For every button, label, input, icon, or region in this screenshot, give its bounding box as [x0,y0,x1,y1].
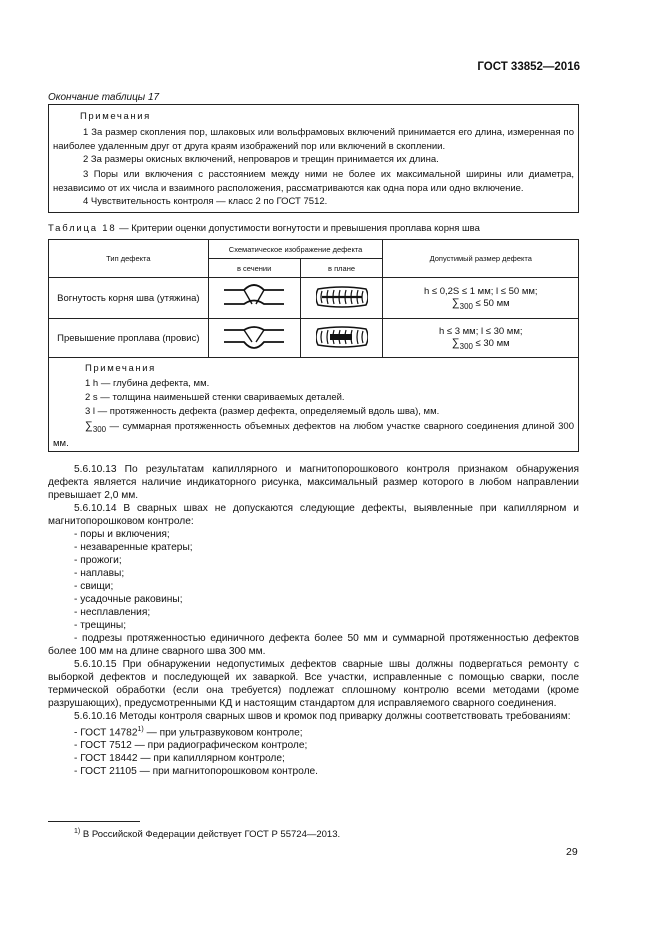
row2-sum-value: ≤ 30 мм [472,337,510,349]
row2-defect-type: Превышение проплава (провис) [49,319,209,358]
list-item: - незаваренные кратеры; [74,542,193,553]
table-row [49,278,579,319]
note4-sum-sign: ∑ [85,420,93,432]
para-5-6-10-13: 5.6.10.13 По результатам капиллярного и магнитопорошкового контроля признаком обнаружения дефекта является наличие индикаторного рисунка, максимальный размер которого в любом направлении превышает 2,0 мм. [48,464,579,501]
table-row [49,319,579,358]
footnote-mark: 1) [74,828,81,835]
excess-penetration-plan-icon [316,326,368,348]
th-schematic: Схематическое изображение дефекта [208,240,383,259]
list-item: - прожоги; [74,555,122,566]
table17-note-3: 3 Поры или включения с расстоянием между ними не более их максимальной ширины или диаметра, независимо от их числа и взаимного расположения, рассматриваются как одна пора или одно включение. [53,169,574,194]
note4-text: — суммарная протяженность объемных дефектов на любом участке сварного соединения длиной 300 мм. [53,421,574,449]
table17-notes-title: Примечания [80,111,151,122]
th-section: в сечении [208,259,300,278]
row2-allowed-line2 [383,337,578,351]
row1-allowed-line2 [383,297,578,311]
excess-penetration-section-icon [222,322,286,352]
table17-note-2: 2 За размеры окисных включений, непроваров и трещин принимается их длина. [83,154,439,165]
table18-caption-label: Таблица 18 [48,223,117,234]
row1-allowed-size [383,278,579,319]
para-5-6-10-14: 5.6.10.14 В сварных швах не допускаются следующие дефекты, выявленные при капиллярном и магнитопорошковом контроле: [48,503,579,527]
footnote-ref: 1) [137,726,144,733]
row1-sum-value: ≤ 50 мм [472,297,510,309]
table18-note-3: 3 l — протяженность дефекта (размер дефекта, определяемый вдоль шва), мм. [85,406,440,417]
th-defect-type: Тип дефекта [49,240,209,278]
list-item [48,723,579,739]
table18-caption-text: — Критерии оценки допустимости вогнутости и превышения проплава корня шва [116,223,480,234]
table18-note-4 [53,419,574,451]
row2-sum-sub: 300 [459,341,473,351]
row2-allowed-line1: h ≤ 3 мм; l ≤ 30 мм; [438,325,523,337]
para-5-6-10-15: 5.6.10.15 При обнаружении недопустимых дефектов сварные швы должны подвергаться ремонту с выборкой дефектов и последующей их заваркой. Все участки, исправленные с помощью сварки, после термической обработки (если она требуется) подлежат сплошному контролю всеми методами (кроме разрушающих), предусмотренными КД и настоящим стандартом для исправляемого сварного соединения. [48,659,579,709]
footnote-divider [48,821,140,822]
row2-section-drawing [208,319,300,358]
row2-sum-sign: ∑ [451,336,460,349]
row1-sum-sub: 300 [459,301,473,311]
table18-note-1: 1 h — глубина дефекта, мм. [85,378,210,389]
para-5-6-10-16: 5.6.10.16 Методы контроля сварных швов и кромок под приварку должны соответствовать требованиям: [74,711,571,722]
list-item: - свищи; [74,581,114,592]
list-item: - усадочные раковины; [74,594,183,605]
table18 [48,239,579,452]
row1-plan-drawing [300,278,383,319]
list-item: - поры и включения; [74,529,170,540]
gost-14782-text: — при ультразвуковом контроле; [143,727,303,739]
gost-14782-label: - ГОСТ 14782 [74,727,138,739]
footnote [74,828,340,840]
footnote-text: В Российской Федерации действует ГОСТ Р 55724—2013. [80,829,341,841]
row2-plan-drawing [300,319,383,358]
note4-sum-sub: 300 [92,424,107,434]
row2-allowed-size [383,319,579,358]
row1-allowed-line1: h ≤ 0,2S ≤ 1 мм; l ≤ 50 мм; [423,285,538,297]
row1-sum-sign: ∑ [451,296,460,309]
list-item: - несплавления; [74,607,151,618]
table18-notes-title: Примечания [85,363,156,374]
table18-note-2: 2 s — толщина наименьшей стенки свариваемых деталей. [85,392,345,403]
th-allowed: Допустимый размер дефекта [383,240,579,278]
page-number: 29 [566,846,578,858]
table17-note-4: 4 Чувствительность контроля — класс 2 по ГОСТ 7512. [83,196,328,207]
table17-note-1: 1 За размер скопления пор, шлаковых или вольфрамовых включений принимается его длина, измеренная по наиболее удаленным друг от друга краям изображений пор или включений в скоплении. [53,127,574,152]
list-item: - ГОСТ 18442 — при капиллярном контроле; [74,753,285,765]
main-body [48,463,579,778]
list-item-undercuts: - подрезы протяженностью единичного дефекта более 50 мм и суммарной протяженностью дефектов более 100 мм на длине сварного шва 300 мм. [48,633,579,657]
table18-notes [49,358,579,452]
row1-defect-type: Вогнутость корня шва (утяжина) [49,278,209,319]
row1-section-drawing [208,278,300,319]
table17-continuation-label: Окончание таблицы 17 [48,92,160,103]
list-item: - ГОСТ 21105 — при магнитопорошковом контроле. [74,766,319,778]
list-item: - ГОСТ 7512 — при радиографическом контроле; [74,740,308,752]
concavity-section-icon [222,282,286,312]
th-plan: в плане [300,259,383,278]
standard-header: ГОСТ 33852—2016 [477,61,580,73]
list-item: - наплавы; [74,568,125,579]
concavity-plan-icon [316,286,368,308]
list-item: - трещины; [74,620,127,631]
table17-notes-box [48,104,579,213]
table18-caption [48,223,480,234]
